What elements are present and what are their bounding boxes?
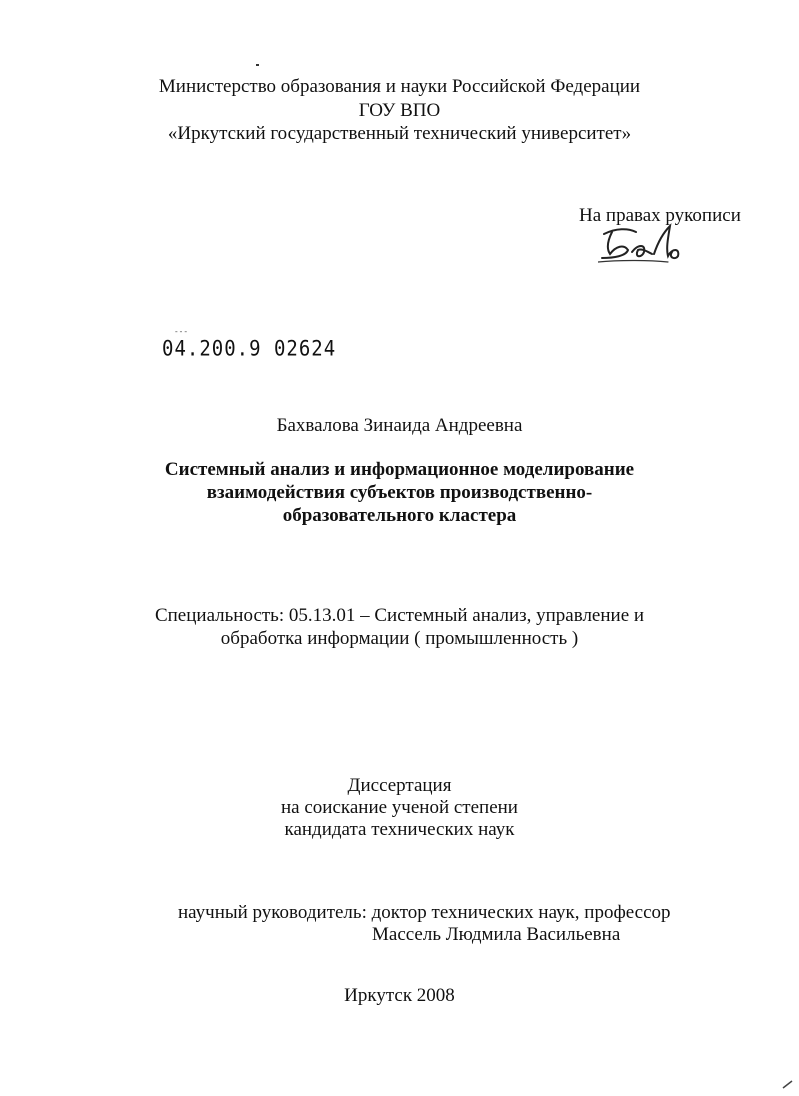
supervisor-role: научный руководитель: доктор технических наук, профессор (178, 902, 671, 923)
ministry-line: Министерство образования и науки Российской Федерации (158, 76, 641, 97)
title-line-3: образовательного кластера (282, 505, 517, 526)
title-line-2: взаимодействия субъектов производственно- (206, 482, 593, 503)
degree-line-1: Диссертация (347, 775, 452, 796)
scan-corner-mark (782, 1078, 794, 1090)
degree-line-3: кандидата технических наук (284, 819, 515, 840)
scan-speck (256, 64, 259, 66)
specialty-line-2: обработка информации ( промышленность ) (220, 628, 579, 649)
degree-line-2: на соискание ученой степени (281, 797, 518, 818)
title-line-1: Системный анализ и информационное моделирование (164, 459, 635, 480)
signature-icon (598, 218, 694, 266)
author-name: Бахвалова Зинаида Андреевна (276, 415, 523, 436)
institution-type-line: ГОУ ВПО (358, 100, 441, 121)
library-code: 04.200.9 02624 (162, 336, 337, 362)
university-line: «Иркутский государственный технический университет» (167, 123, 632, 144)
barcode-tick-marks: ‐ ‐ ‐ (175, 327, 187, 336)
city-year: Иркутск 2008 (344, 985, 455, 1006)
manuscript-note: На правах рукописи (579, 205, 741, 226)
specialty-line-1: Специальность: 05.13.01 – Системный анализ, управление и (154, 605, 645, 626)
supervisor-name: Массель Людмила Васильевна (372, 924, 621, 945)
